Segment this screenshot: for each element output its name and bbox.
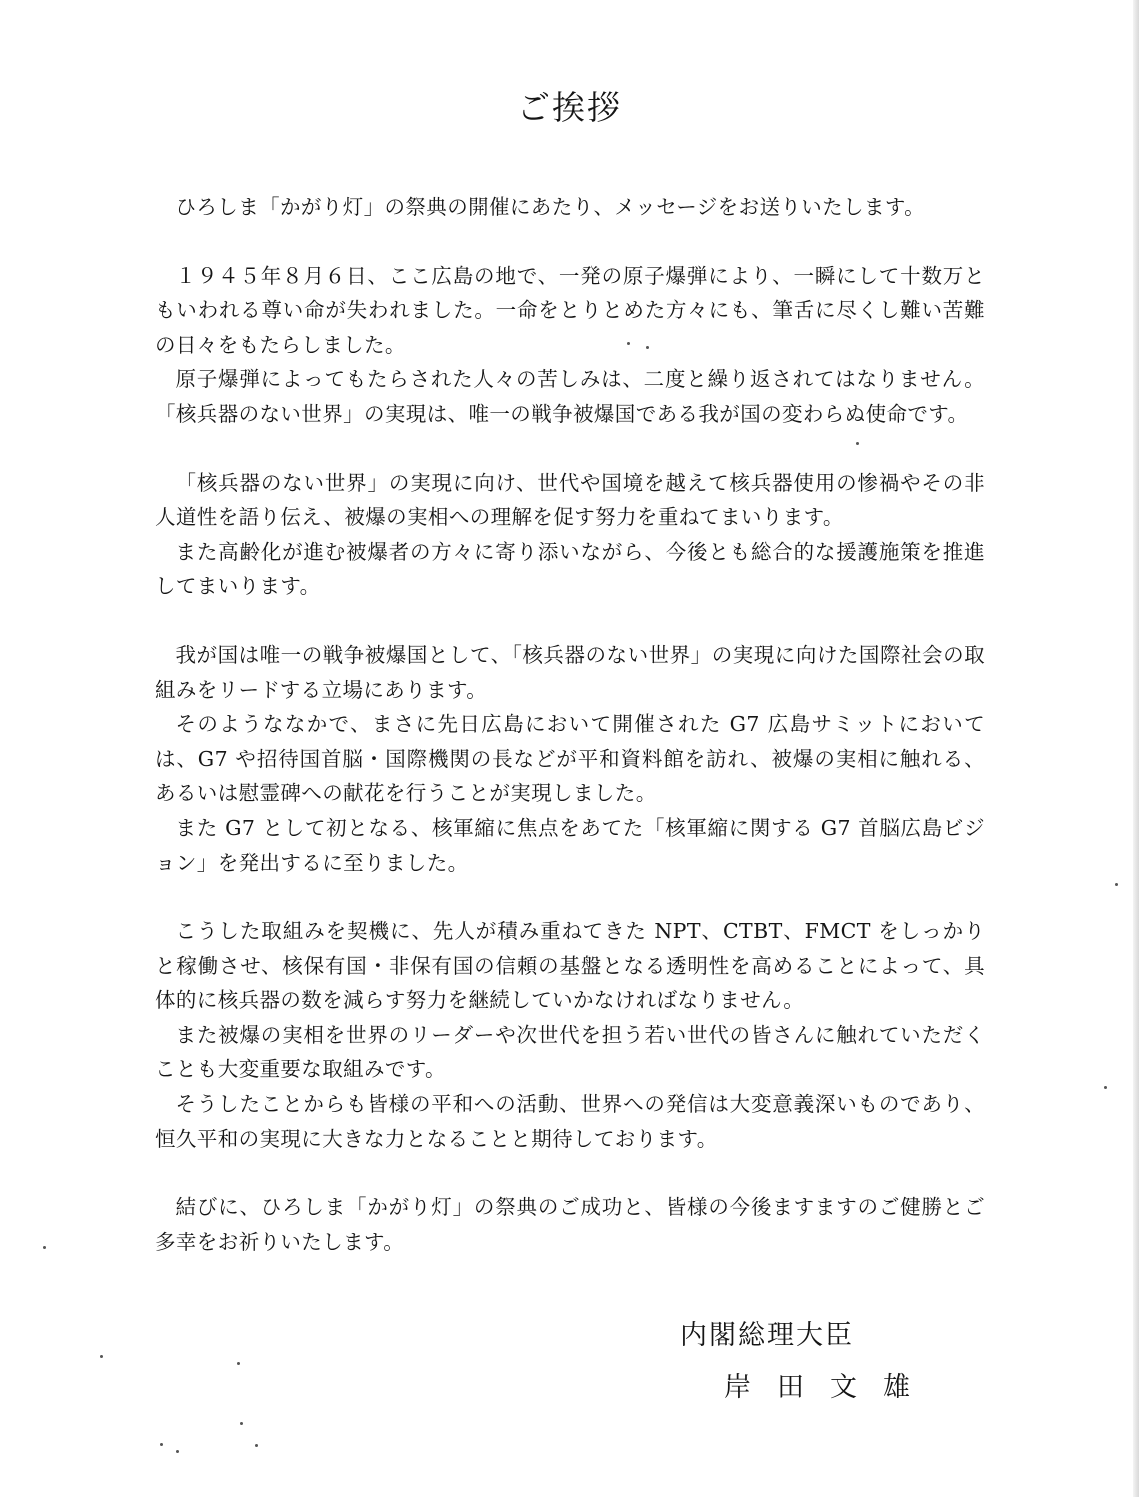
paragraph-mission: 原子爆弾によってもたらされた人々の苦しみは、二度と繰り返されてはなりません。「核兵器のない世界」の実現は、唯一の戦争被爆国である我が国の変わらぬ使命です。 <box>155 367 985 426</box>
signature-name: 岸田文雄 <box>724 1372 936 1403</box>
paragraph-summit: そのようななかで、まさに先日広島において開催された G7 広島サミットにおいては、G7 や招待国首脳・国際機関の長などが平和資料館を訪れ、被爆の実相に触れる、あるいは慰霊碑への献花を行うことが実現しました。 <box>155 712 985 806</box>
scan-speck <box>176 1450 179 1453</box>
scan-speck <box>646 346 649 349</box>
scan-speck <box>237 1362 240 1365</box>
scan-speck <box>240 1422 243 1425</box>
paragraph-commitment: 「核兵器のない世界」の実現に向け、世代や国境を越えて核兵器使用の惨禍やその非人道性を語り伝え、被爆の実相への理解を促す努力を重ねてまいります。 <box>155 470 985 530</box>
document-body <box>155 190 985 1259</box>
scan-speck <box>255 1444 258 1447</box>
scan-speck <box>43 1246 46 1249</box>
paragraph-vision: また G7 として初となる、核軍縮に焦点をあてた「核軍縮に関する G7 首脳広島ビジョン」を発出するに至りました。 <box>155 815 985 875</box>
page-edge-shadow <box>1133 0 1139 1497</box>
scan-speck <box>160 1443 163 1446</box>
scan-speck <box>627 342 630 345</box>
paragraph-support: また高齢化が進む被爆者の方々に寄り添いながら、今後とも総合的な援護施策を推進してまいります。 <box>155 539 985 599</box>
paragraph-next-generation: また被爆の実相を世界のリーダーや次世代を担う若い世代の皆さんに触れていただくことも大変重要な取組みです。 <box>155 1022 985 1082</box>
scan-speck <box>1115 883 1118 886</box>
paragraph-expectation: そうしたことからも皆様の平和への活動、世界への発信は大変意義深いものであり、恒久平和の実現に大きな力となることと期待しております。 <box>155 1092 985 1151</box>
paragraph-closing: 結びに、ひろしま「かがり灯」の祭典のご成功と、皆様の今後ますますのご健勝とご多幸をお祈りいたします。 <box>155 1195 985 1254</box>
signature-block <box>680 1310 936 1414</box>
scan-speck <box>1104 1086 1107 1089</box>
signature-title: 内閣総理大臣 <box>680 1320 854 1351</box>
document-title: ご挨拶 <box>517 88 622 127</box>
paragraph-treaties: こうした取組みを契機に、先人が積み重ねてきた NPT、CTBT、FMCT をしっかりと稼働させ、核保有国・非保有国の信頼の基盤となる透明性を高めることによって、具体的に核兵器の数を減らす努力を継続していかなければなりません。 <box>155 919 985 1013</box>
paragraph-greeting: ひろしま「かがり灯」の祭典の開催にあたり、メッセージをお送りいたします。 <box>175 195 926 219</box>
paragraph-leadership: 我が国は唯一の戦争被爆国として、「核兵器のない世界」の実現に向けた国際社会の取組みをリードする立場にあります。 <box>155 642 985 702</box>
paragraph-history: １９４５年８月６日、ここ広島の地で、一発の原子爆弾により、一瞬にして十数万ともいわれる尊い命が失われました。一命をとりとめた方々にも、筆舌に尽くし難い苦難の日々をもたらしました。 <box>155 263 985 357</box>
scan-speck <box>856 442 859 445</box>
scan-speck <box>100 1355 103 1358</box>
